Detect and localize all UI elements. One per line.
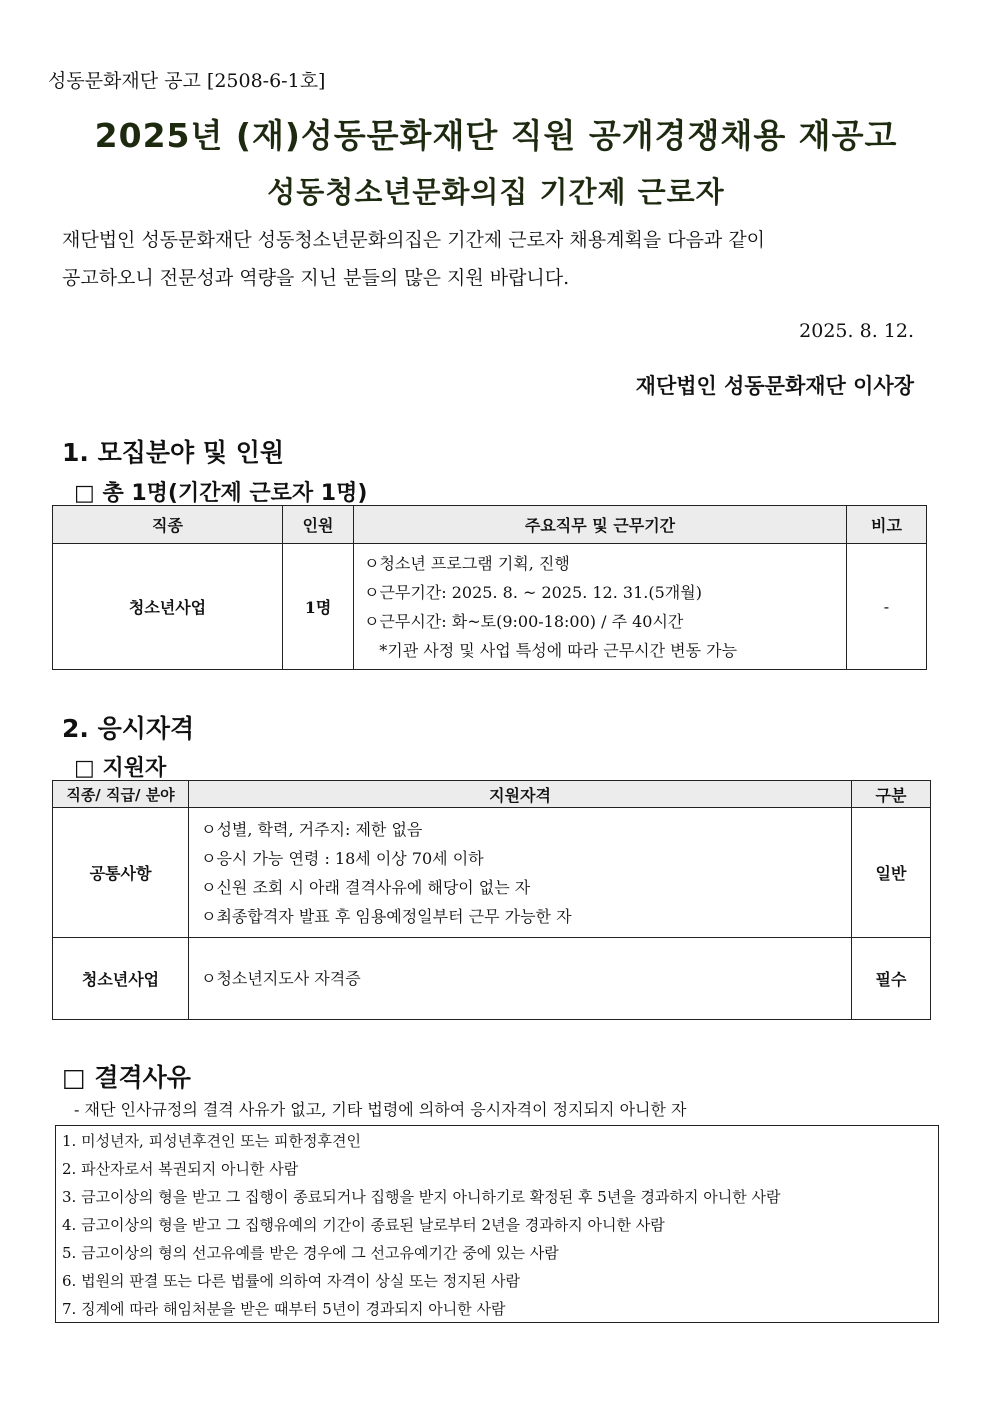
- duty-item: ㅇ근무기간: 2025. 8. ~ 2025. 12. 31.(5개월): [364, 582, 702, 602]
- qualification-cell: [189, 808, 852, 938]
- col-header-job: 직종: [53, 506, 283, 544]
- col-header-note: 비고: [847, 506, 927, 544]
- issuer: 재단법인 성동문화재단 이사장: [635, 373, 914, 398]
- type-cell: 필수: [852, 938, 931, 1020]
- disqualification-list: [55, 1125, 939, 1323]
- table-row: [53, 808, 931, 938]
- page-subtitle: 성동청소년문화의집 기간제 근로자: [267, 175, 725, 209]
- list-item: 3. 금고이상의 형을 받고 그 집행이 종료되거나 집행을 받지 아니하기로 확정된 후 5년을 경과하지 아니한 사람: [62, 1187, 781, 1206]
- duty-item: *기관 사정 및 사업 특성에 따라 근무시간 변동 가능: [364, 640, 738, 660]
- qualification-table: [52, 780, 931, 1020]
- category-cell: 공통사항: [53, 808, 189, 938]
- table-row: [53, 938, 931, 1020]
- notice-date: 2025. 8. 12.: [799, 320, 914, 342]
- job-cell: 청소년사업: [53, 544, 283, 670]
- type-cell: 일반: [852, 808, 931, 938]
- section1-subheading: □ 총 1명(기간제 근로자 1명): [74, 481, 368, 506]
- notice-number: 성동문화재단 공고 [2508-6-1호]: [48, 70, 326, 92]
- list-item: 4. 금고이상의 형을 받고 그 집행유예의 기간이 종료된 날로부터 2년을 경과하지 아니한 사람: [62, 1215, 665, 1234]
- qualification-item: ㅇ응시 가능 연령 : 18세 이상 70세 이하: [201, 848, 484, 868]
- intro-line-2: 공고하오니 전문성과 역량을 지닌 분들의 많은 지원 바랍니다.: [62, 267, 570, 289]
- list-item: 1. 미성년자, 피성년후견인 또는 피한정후견인: [62, 1131, 361, 1150]
- col-header-qualification: 지원자격: [189, 781, 852, 808]
- qualification-item: ㅇ신원 조회 시 아래 결격사유에 해당이 없는 자: [201, 877, 531, 897]
- qualification-item: ㅇ청소년지도사 자격증: [201, 969, 361, 988]
- list-item: 7. 징계에 따라 해임처분을 받은 때부터 5년이 경과되지 아니한 사람: [62, 1299, 506, 1318]
- duty-item: ㅇ청소년 프로그램 기획, 진행: [364, 553, 570, 573]
- qualification-item: ㅇ최종합격자 발표 후 임용예정일부터 근무 가능한 자: [201, 906, 572, 926]
- list-item: 2. 파산자로서 복권되지 아니한 사람: [62, 1159, 299, 1178]
- duties-cell: [354, 544, 847, 670]
- table-row: [53, 544, 927, 670]
- page-title: 2025년 (재)성동문화재단 직원 공개경쟁채용 재공고: [94, 116, 898, 155]
- section2-heading: 2. 응시자격: [62, 714, 195, 743]
- section3-heading: □ 결격사유: [62, 1063, 191, 1092]
- col-header-duties: 주요직무 및 근무기간: [354, 506, 847, 544]
- category-cell: 청소년사업: [53, 938, 189, 1020]
- list-item: 6. 법원의 판결 또는 다른 법률에 의하여 자격이 상실 또는 정지된 사람: [62, 1271, 520, 1290]
- col-header-category: 직종/ 직급/ 분야: [53, 781, 189, 808]
- section2-subheading: □ 지원자: [74, 756, 167, 781]
- recruitment-table: [52, 505, 927, 670]
- col-header-count: 인원: [283, 506, 354, 544]
- qualification-item: ㅇ성별, 학력, 거주지: 제한 없음: [201, 819, 423, 839]
- qualification-cell: [189, 938, 852, 1020]
- duty-item: ㅇ근무시간: 화~토(9:00-18:00) / 주 40시간: [364, 611, 684, 631]
- list-item: 5. 금고이상의 형의 선고유예를 받은 경우에 그 선고유예기간 중에 있는 사람: [62, 1243, 559, 1262]
- intro-line-1: 재단법인 성동문화재단 성동청소년문화의집은 기간제 근로자 채용계획을 다음과 같이: [62, 229, 766, 251]
- col-header-type: 구분: [852, 781, 931, 808]
- count-cell: 1명: [283, 544, 354, 670]
- section1-heading: 1. 모집분야 및 인원: [62, 438, 285, 467]
- note-cell: -: [847, 544, 927, 670]
- disqualification-note: - 재단 인사규정의 결격 사유가 없고, 기타 법령에 의하여 응시자격이 정지되지 아니한 자: [74, 1100, 687, 1119]
